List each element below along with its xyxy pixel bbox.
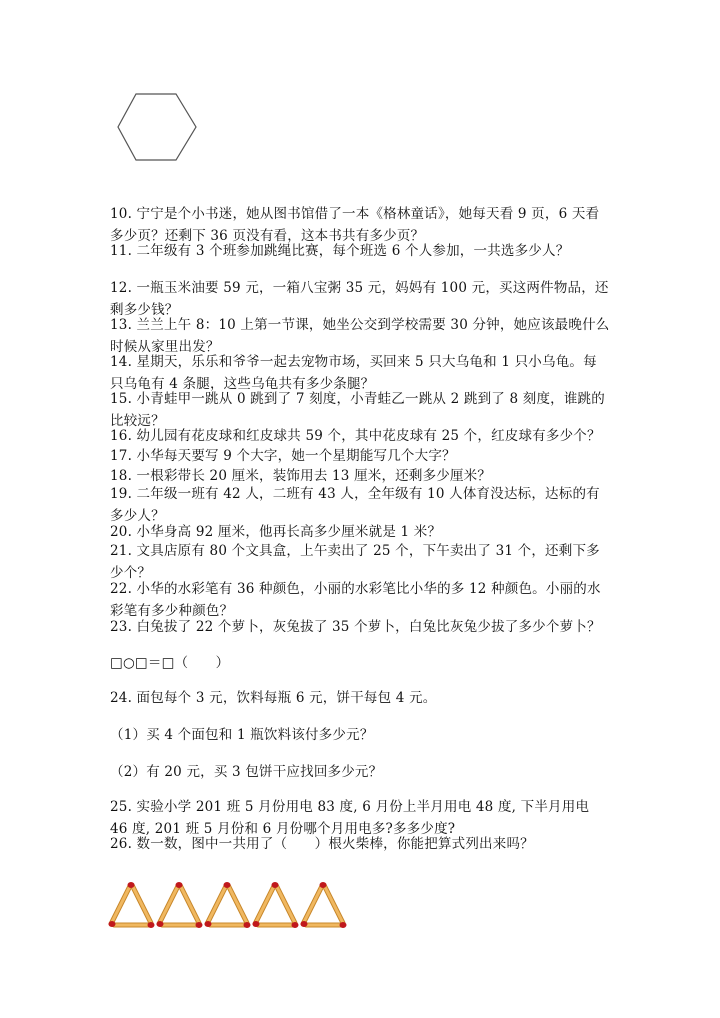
question-15: 15. 小青蛙甲一跳从 0 跳到了 7 刻度，小青蛙乙一跳从 2 跳到了 8 刻度，谁跳的比较远？: [110, 391, 605, 429]
question-21: 21. 文具店原有 80 个文具盒，上午卖出了 25 个，下午卖出了 31 个，还剩下多少个？: [110, 543, 600, 581]
question-16: 16. 幼儿园有花皮球和红皮球共 59 个，其中花皮球有 25 个，红皮球有多少个？: [110, 428, 601, 444]
question-25: 25. 实验小学 201 班 5 月份用电 83 度, 6 月份上半月用电 48 度, 下半月用电 46 度, 201 班 5 月份和 6 月份哪个月用电多?多多少度?: [110, 799, 590, 837]
question-14: 14. 星期天，乐乐和爷爷一起去宠物市场，买回来 5 只大乌龟和 1 只小乌龟。每只乌龟有 4 条腿，这些乌龟共有多少条腿？: [110, 354, 597, 392]
matchstick-triangle: [253, 882, 299, 928]
question-24-part-2: （2）有 20 元，买 3 包饼干应找回多少元？: [110, 764, 383, 780]
matchstick-triangle: [109, 882, 155, 928]
question-12: 12. 一瓶玉米油要 59 元，一箱八宝粥 35 元，妈妈有 100 元，买这两件物品，还剩多少钱？: [110, 280, 609, 318]
question-24-part-1: （1）买 4 个面包和 1 瓶饮料该付多少元？: [110, 727, 374, 743]
question-20: 20. 小华身高 92 厘米，他再长高多少厘米就是 1 米？: [110, 524, 442, 540]
question-23: 23. 白兔拔了 22 个萝卜，灰兔拔了 35 个萝卜，白兔比灰兔少拔了多少个萝卜？: [110, 619, 601, 635]
matchstick-triangle: [301, 882, 347, 928]
matchstick-triangles-figure: [108, 880, 358, 930]
question-24: 24. 面包每个 3 元，饮料每瓶 6 元，饼干每包 4 元。: [110, 690, 437, 706]
question-19: 19. 二年级一班有 42 人，二班有 43 人，全年级有 10 人体育没达标，达标的有多少人？: [110, 486, 600, 524]
question-22: 22. 小华的水彩笔有 36 种颜色，小丽的水彩笔比小华的多 12 种颜色。小丽的水彩笔有多少种颜色？: [110, 581, 601, 619]
hexagon-figure: [116, 92, 198, 164]
question-17: 17. 小华每天要写 9 个大字，她一个星期能写几个大字？: [110, 448, 456, 464]
question-18: 18. 一根彩带长 20 厘米，装饰用去 13 厘米，还剩多少厘米？: [110, 468, 492, 484]
question-13: 13. 兰兰上午 8：10 上第一节课，她坐公交到学校需要 30 分钟，她应该最晚什么时候从家里出发？: [110, 317, 610, 355]
matchstick-triangle: [205, 882, 251, 928]
question-10: 10. 宁宁是个小书迷，她从图书馆借了一本《格林童话》，她每天看 9 页，6 天看多少页？还剩下 36 页没有看，这本书共有多少页？: [110, 206, 600, 244]
question-23-formula: □○□＝□（ ）: [110, 655, 230, 671]
matchstick-triangle: [157, 882, 203, 928]
question-11: 11. 二年级有 3 个班参加跳绳比赛，每个班选 6 个人参加，一共选多少人？: [110, 243, 570, 259]
question-26: 26. 数一数，图中一共用了（ ）根火柴棒，你能把算式列出来吗？: [110, 836, 534, 852]
